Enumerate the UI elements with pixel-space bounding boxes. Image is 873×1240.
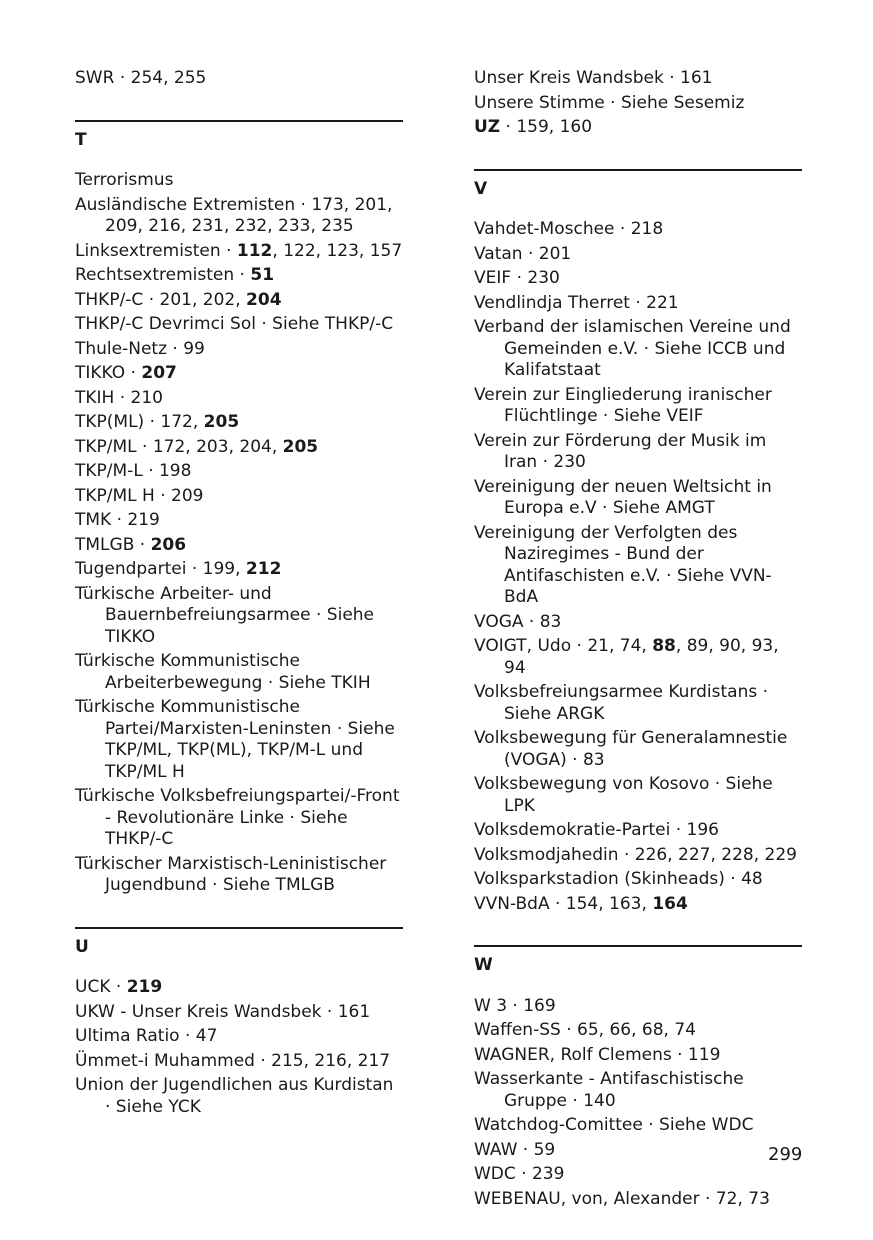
bold-page-ref: 204: [246, 289, 282, 310]
index-entry: [474, 293, 802, 315]
index-entry: [75, 388, 403, 410]
index-entry: [75, 1051, 403, 1073]
entry-text: Türkischer Marxistisch-Leninistischer Jugendbund · Siehe TMLGB: [75, 853, 387, 895]
index-entry: [75, 977, 403, 999]
entry-text: VEIF · 230: [474, 268, 560, 288]
entry-text: Ausländische Extremisten · 173, 201, 209, 216, 231, 232, 233, 235: [75, 194, 393, 236]
bold-page-ref: 164: [652, 893, 688, 914]
index-entry: [474, 682, 802, 725]
entry-text: Ultima Ratio · 47: [75, 1026, 218, 1046]
index-entry: [75, 1075, 403, 1118]
entry-text: THKP/-C · 201, 202,: [75, 289, 247, 310]
entry-text: VOIGT, Udo · 21, 74,: [474, 636, 653, 656]
index-entry: [75, 854, 403, 897]
entry-text: Vereinigung der neuen Weltsicht in Europa e.V · Siehe AMGT: [474, 476, 772, 518]
index-entry: [75, 1002, 403, 1024]
entry-text: Volksbewegung für Generalamnestie (VOGA) · 83: [474, 728, 788, 770]
entry-text: Volksmodjahedin · 226, 227, 228, 229: [474, 844, 797, 865]
entry-text: Vendlindja Therret · 221: [474, 292, 679, 313]
index-entry: [474, 431, 802, 474]
index-entry: [474, 93, 802, 115]
entry-text: WEBENAU, von, Alexander · 72, 73: [474, 1188, 770, 1209]
entry-text: TKP/ML H · 209: [75, 485, 204, 506]
entry-text: Terrorismus: [75, 170, 174, 190]
index-entry: [474, 636, 802, 679]
index-entry: [474, 268, 802, 290]
entry-text: TKP/ML · 172, 203, 204,: [75, 436, 283, 457]
index-entry: [474, 523, 802, 609]
entry-text: Watchdog-Comittee · Siehe WDC: [474, 1115, 754, 1135]
index-entry: [474, 728, 802, 771]
entry-text: Volksbewegung von Kosovo · Siehe LPK: [474, 774, 773, 816]
page-number: 299: [768, 1144, 803, 1165]
entry-text: Türkische Arbeiter- und Bauernbefreiungsarmee · Siehe TIKKO: [75, 583, 375, 647]
index-entry: [474, 1045, 802, 1067]
index-entry: [474, 68, 802, 90]
index-entry: [474, 1189, 802, 1211]
entry-text: Verein zur Eingliederung iranischer Flüchtlinge · Siehe VEIF: [474, 384, 772, 426]
entry-text: · 159, 160: [500, 117, 593, 137]
index-entry: [474, 869, 802, 891]
bold-page-ref: 207: [141, 363, 177, 383]
index-entry: [474, 1069, 802, 1112]
index-entry: [75, 314, 403, 336]
section-heading: T: [75, 120, 403, 152]
index-entry: [75, 786, 403, 851]
entry-text: Unser Kreis Wandsbek · 161: [474, 68, 713, 88]
index-column-left: [75, 68, 403, 1121]
bold-page-ref: 205: [282, 436, 319, 457]
entry-text: TKIH · 210: [75, 387, 163, 408]
entry-text: Türkische Volksbefreiungspartei/-Front - Revolutionäre Linke · Siehe THKP/-C: [75, 786, 400, 849]
index-entry: [474, 317, 802, 382]
entry-text: Thule-Netz · 99: [75, 338, 205, 359]
index-entry: [75, 339, 403, 361]
entry-text: Verband der islamischen Vereine und Gemeinden e.V. · Siehe ICCB und Kalifatstaat: [474, 317, 791, 380]
entry-text: Ümmet-i Muhammed · 215, 216, 217: [75, 1050, 391, 1071]
entry-text: TKP(ML) · 172,: [75, 412, 204, 432]
entry-text: WDC · 239: [474, 1164, 565, 1184]
entry-text: Union der Jugendlichen aus Kurdistan · Siehe YCK: [75, 1075, 394, 1117]
entry-text: Wasserkante - Antifaschistische Gruppe · 140: [474, 1069, 744, 1111]
section-heading: W: [474, 945, 802, 977]
entry-text: Vatan · 201: [474, 243, 572, 264]
index-entry: [474, 1020, 802, 1042]
bold-page-ref: 219: [126, 977, 163, 997]
index-entry: [474, 996, 802, 1018]
index-entry: [75, 535, 403, 557]
entry-text: , 89, 90, 93, 94: [504, 636, 779, 678]
entry-text: VVN-BdA · 154, 163,: [474, 893, 653, 914]
entry-text: UKW - Unser Kreis Wandsbek · 161: [75, 1001, 371, 1022]
entry-text: Volksbefreiungsarmee Kurdistans · Siehe ARGK: [474, 682, 769, 724]
index-entry: [75, 241, 403, 263]
bold-page-ref: 112: [236, 240, 273, 261]
index-entry: [75, 461, 403, 483]
index-entry: [75, 486, 403, 508]
bold-page-ref: 205: [203, 412, 240, 432]
entry-text: WAW · 59: [474, 1139, 556, 1160]
entry-text: SWR · 254, 255: [75, 68, 207, 88]
entry-text: UCK ·: [75, 977, 127, 997]
index-entry: [474, 219, 802, 241]
entry-text: W 3 · 169: [474, 995, 556, 1016]
index-entry: [75, 1026, 403, 1048]
entry-text: TMK · 219: [75, 510, 160, 530]
index-entry: [474, 385, 802, 428]
index-entry: [474, 820, 802, 842]
index-column-right: [474, 68, 802, 1213]
entry-text: Verein zur Förderung der Musik im Iran · 230: [474, 430, 767, 472]
entry-text: Volksdemokratie-Partei · 196: [474, 820, 719, 840]
entry-text: VOGA · 83: [474, 611, 562, 632]
entry-text: Volksparkstadion (Skinheads) · 48: [474, 869, 763, 889]
entry-text: Waffen-SS · 65, 66, 68, 74: [474, 1020, 696, 1040]
index-entry: [474, 894, 802, 916]
bold-page-ref: UZ: [474, 117, 501, 137]
index-entry: [75, 412, 403, 434]
index-entry: [474, 1140, 802, 1162]
entry-text: Linksextremisten ·: [75, 240, 237, 261]
index-entry: [75, 510, 403, 532]
section-heading: V: [474, 169, 802, 201]
index-entry: [474, 244, 802, 266]
index-entry: [75, 651, 403, 694]
bold-page-ref: 51: [250, 265, 275, 285]
index-entry: [75, 363, 403, 385]
index-entry: [474, 1164, 802, 1186]
entry-text: Vereinigung der Verfolgten des Naziregimes - Bund der Antifaschisten e.V. · Siehe VVN-BdA: [474, 522, 772, 607]
section-heading: U: [75, 927, 403, 959]
entry-text: TIKKO ·: [75, 363, 142, 383]
entry-text: THKP/-C Devrimci Sol · Siehe THKP/-C: [75, 314, 394, 334]
index-entry: [75, 290, 403, 312]
entry-text: WAGNER, Rolf Clemens · 119: [474, 1044, 721, 1065]
entry-text: Türkische Kommunistische Arbeiterbewegung · Siehe TKIH: [75, 651, 371, 693]
bold-page-ref: 206: [150, 534, 187, 555]
index-entry: [474, 845, 802, 867]
entry-text: Türkische Kommunistische Partei/Marxisten-Leninsten · Siehe TKP/ML, TKP(ML), TKP/M-L und TKP/ML H: [75, 697, 395, 782]
index-entry: [75, 68, 403, 90]
entry-text: TKP/M-L · 198: [75, 461, 192, 481]
index-entry: [75, 559, 403, 581]
index-entry: [75, 265, 403, 287]
index-entry: [75, 195, 403, 238]
index-entry: [75, 697, 403, 783]
index-entry: [75, 437, 403, 459]
bold-page-ref: 88: [652, 636, 676, 656]
entry-text: Vahdet-Moschee · 218: [474, 219, 664, 239]
index-entry: [474, 1115, 802, 1137]
index-entry: [75, 584, 403, 649]
entry-text: Unsere Stimme · Siehe Sesemiz: [474, 92, 745, 113]
index-entry: [474, 117, 802, 139]
bold-page-ref: 212: [245, 559, 282, 579]
entry-text: TMLGB ·: [75, 534, 151, 555]
index-entry: [75, 170, 403, 192]
index-entry: [474, 774, 802, 817]
index-entry: [474, 612, 802, 634]
entry-text: , 122, 123, 157: [272, 240, 403, 261]
entry-text: Tugendpartei · 199,: [75, 559, 246, 579]
index-entry: [474, 477, 802, 520]
entry-text: Rechtsextremisten ·: [75, 265, 251, 285]
